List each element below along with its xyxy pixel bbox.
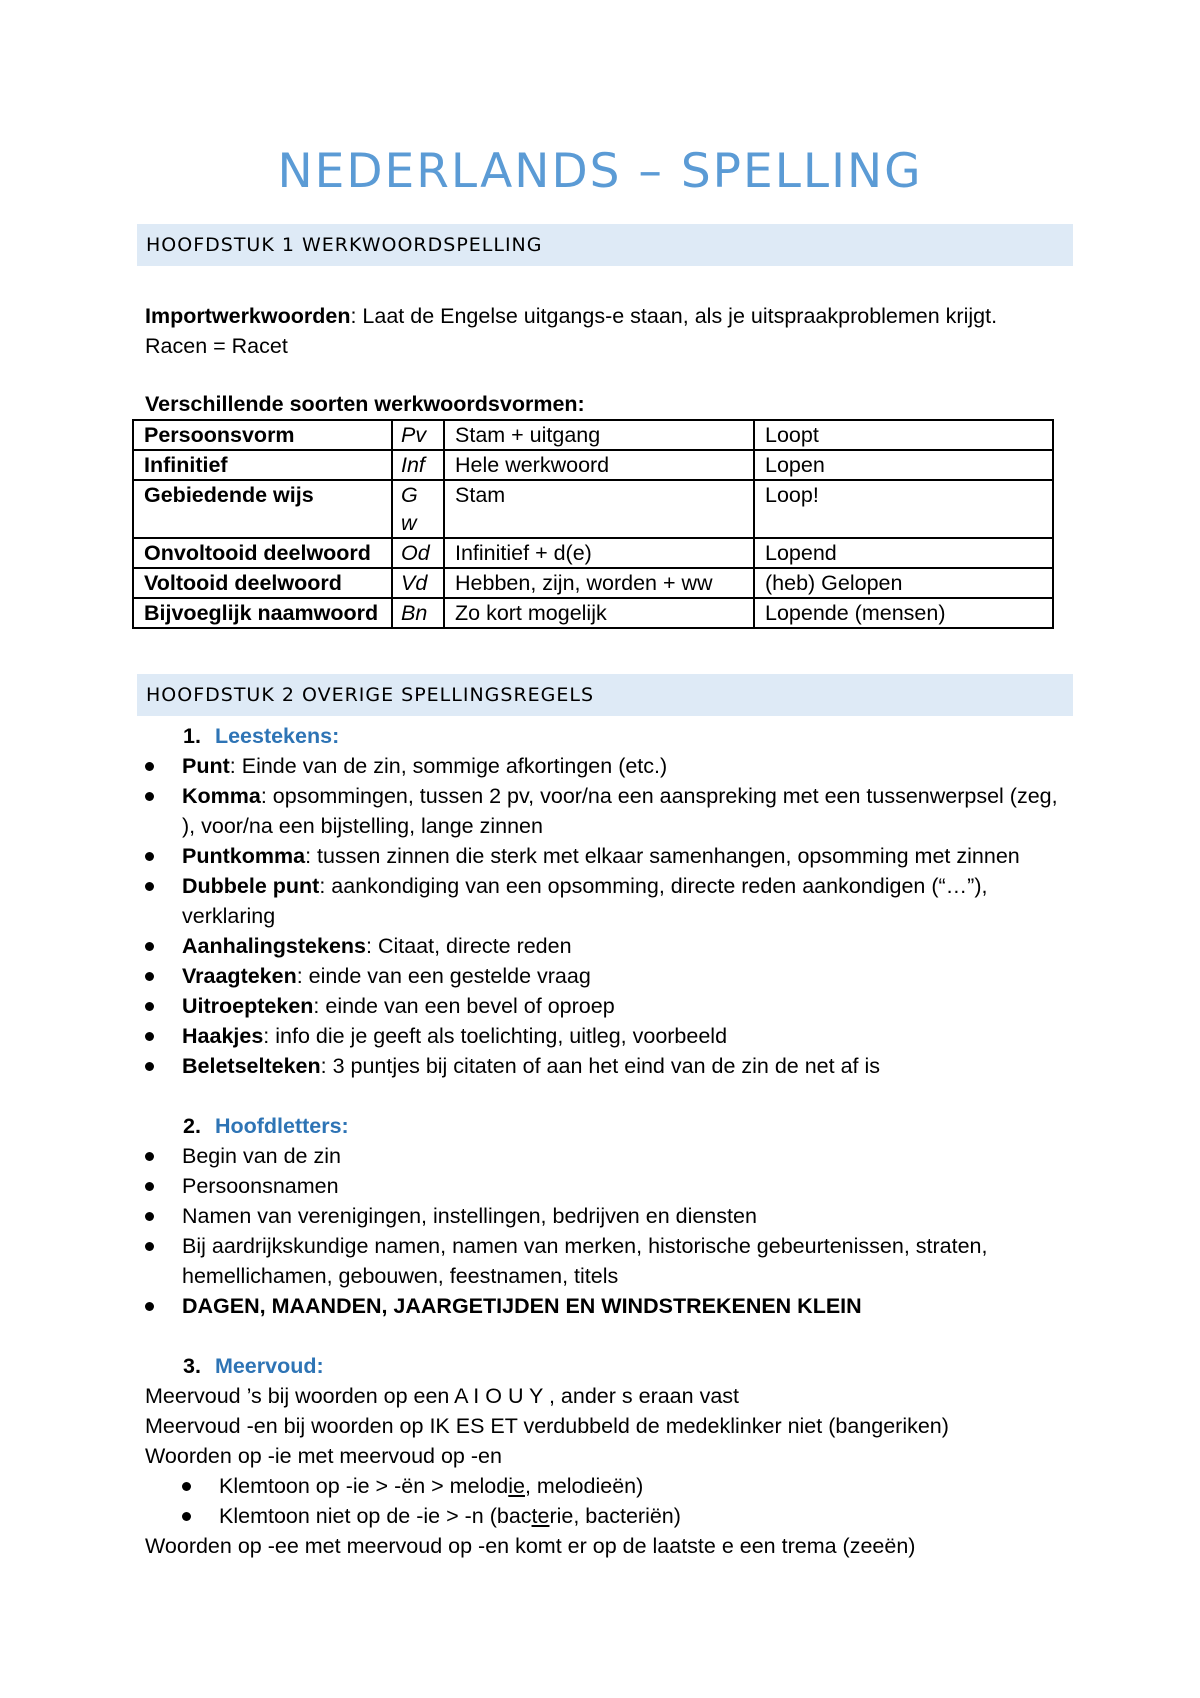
table-row bbox=[133, 568, 1053, 598]
list-item: Namen van verenigingen, instellingen, bedrijven en diensten bbox=[145, 1201, 1065, 1231]
list-item bbox=[182, 1471, 1062, 1501]
section-label: Leestekens: bbox=[214, 724, 340, 748]
plural-sub-list bbox=[182, 1471, 1062, 1531]
section-label: Hoofdletters: bbox=[214, 1114, 349, 1138]
form-example: (heb) Gelopen bbox=[754, 568, 1053, 598]
form-abbr: Od bbox=[392, 538, 444, 568]
section-label: Meervoud: bbox=[214, 1354, 324, 1378]
list-item bbox=[145, 1021, 1065, 1051]
import-text: : Laat de Engelse uitgangs-e staan, als je uitspraakproblemen krijgt. bbox=[350, 304, 998, 328]
form-example: Lopen bbox=[754, 450, 1053, 480]
table-row bbox=[133, 450, 1053, 480]
item-text: : einde van een gestelde vraag bbox=[296, 964, 591, 988]
section-number: 3. bbox=[183, 1354, 201, 1378]
item-term: Beletselteken bbox=[182, 1054, 321, 1078]
sub-text: Klemtoon op -ie > -ën > melod bbox=[219, 1474, 509, 1498]
form-rule: Zo kort mogelijk bbox=[444, 598, 754, 628]
sub-text: , melodieën) bbox=[524, 1474, 644, 1498]
sub-text: Klemtoon niet op de -ie > -n (bac bbox=[219, 1504, 532, 1528]
verb-forms-table bbox=[132, 419, 1054, 629]
item-term: Dubbele punt bbox=[182, 874, 320, 898]
list-item bbox=[145, 871, 1065, 931]
form-abbr: Bn bbox=[392, 598, 444, 628]
section-number: 2. bbox=[183, 1114, 201, 1138]
list-item bbox=[145, 931, 1065, 961]
item-text: : einde van een bevel of oproep bbox=[313, 994, 615, 1018]
section-leestekens-heading bbox=[183, 721, 339, 751]
item-text: : Citaat, directe reden bbox=[366, 934, 572, 958]
forms-label: Verschillende soorten werkwoordsvormen: bbox=[145, 392, 585, 416]
list-item bbox=[182, 1501, 1062, 1531]
item-text: : opsommingen, tussen 2 pv, voor/na een aanspreking met een tussenwerpsel (zeg, ), voor/na een bijstelling, lange zinnen bbox=[182, 784, 1058, 838]
item-text: : aankondiging van een opsomming, directe reden aankondigen (“…”), verklaring bbox=[182, 874, 988, 928]
item-term: Aanhalingstekens bbox=[182, 934, 366, 958]
sub-text: rie, bacteriën) bbox=[549, 1504, 681, 1528]
list-item bbox=[145, 781, 1065, 841]
form-name: Onvoltooid deelwoord bbox=[133, 538, 392, 568]
plural-rule-line: Meervoud -en bij woorden op IK ES ET verdubbeld de medeklinker niet (bangeriken) bbox=[145, 1414, 949, 1438]
list-item: Persoonsnamen bbox=[145, 1171, 1065, 1201]
plural-rule-line: Woorden op -ee met meervoud op -en komt er op de laatste e een trema (zeeën) bbox=[145, 1534, 916, 1558]
item-term: Haakjes bbox=[182, 1024, 264, 1048]
form-example: Lopend bbox=[754, 538, 1053, 568]
item-term: Punt bbox=[182, 754, 230, 778]
form-rule: Hele werkwoord bbox=[444, 450, 754, 480]
item-term: Puntkomma bbox=[182, 844, 306, 868]
list-item: Bij aardrijkskundige namen, namen van merken, historische gebeurtenissen, straten, hemellichamen, gebouwen, feestnamen, titels bbox=[145, 1231, 1065, 1291]
document-title: NEDERLANDS – SPELLING bbox=[277, 144, 923, 199]
hoofdletters-list bbox=[145, 1141, 1065, 1321]
item-term: Uitroepteken bbox=[182, 994, 314, 1018]
list-item bbox=[145, 841, 1065, 871]
list-item: Begin van de zin bbox=[145, 1141, 1065, 1171]
form-abbr: Pv bbox=[392, 420, 444, 450]
item-text: : Einde van de zin, sommige afkortingen (etc.) bbox=[229, 754, 668, 778]
table-row bbox=[133, 420, 1053, 450]
section-meervoud-heading bbox=[183, 1351, 324, 1381]
section-number: 1. bbox=[183, 724, 201, 748]
list-item bbox=[145, 991, 1065, 1021]
item-text: : 3 puntjes bij citaten of aan het eind van de zin de net af is bbox=[320, 1054, 881, 1078]
form-abbr: G w bbox=[392, 480, 444, 538]
item-term: Vraagteken bbox=[182, 964, 297, 988]
form-example: Loop! bbox=[754, 480, 1053, 538]
item-text: : tussen zinnen die sterk met elkaar samenhangen, opsomming met zinnen bbox=[305, 844, 1020, 868]
table-row bbox=[133, 538, 1053, 568]
form-name: Infinitief bbox=[133, 450, 392, 480]
plural-rule-line: Woorden op -ie met meervoud op -en bbox=[145, 1444, 502, 1468]
item-text: : info die je geeft als toelichting, uitleg, voorbeeld bbox=[263, 1024, 728, 1048]
leestekens-list bbox=[145, 751, 1065, 1081]
list-item: DAGEN, MAANDEN, JAARGETIJDEN EN WINDSTREKENEN KLEIN bbox=[145, 1291, 1065, 1321]
stressed-syllable: te bbox=[531, 1504, 550, 1528]
item-term: Komma bbox=[182, 784, 261, 808]
import-paragraph bbox=[145, 301, 997, 331]
form-rule: Hebben, zijn, worden + ww bbox=[444, 568, 754, 598]
form-example: Loopt bbox=[754, 420, 1053, 450]
form-rule: Stam + uitgang bbox=[444, 420, 754, 450]
form-name: Voltooid deelwoord bbox=[133, 568, 392, 598]
form-name: Gebiedende wijs bbox=[133, 480, 392, 538]
list-item bbox=[145, 961, 1065, 991]
table-row bbox=[133, 598, 1053, 628]
plural-rule-line: Meervoud ’s bij woorden op een A I O U Y , ander s eraan vast bbox=[145, 1384, 740, 1408]
form-name: Bijvoeglijk naamwoord bbox=[133, 598, 392, 628]
chapter2-heading: HOOFDSTUK 2 OVERIGE SPELLINGSREGELS bbox=[137, 674, 1073, 716]
form-name: Persoonsvorm bbox=[133, 420, 392, 450]
table-row bbox=[133, 480, 1053, 538]
stressed-syllable: ie bbox=[508, 1474, 525, 1498]
form-rule: Infinitief + d(e) bbox=[444, 538, 754, 568]
chapter1-heading: HOOFDSTUK 1 WERKWOORDSPELLING bbox=[137, 224, 1073, 266]
list-item bbox=[145, 1051, 1065, 1081]
list-item bbox=[145, 751, 1065, 781]
form-example: Lopende (mensen) bbox=[754, 598, 1053, 628]
import-example: Racen = Racet bbox=[145, 334, 288, 358]
section-hoofdletters-heading bbox=[183, 1111, 349, 1141]
import-label: Importwerkwoorden bbox=[145, 304, 351, 328]
form-rule: Stam bbox=[444, 480, 754, 538]
form-abbr: Vd bbox=[392, 568, 444, 598]
form-abbr: Inf bbox=[392, 450, 444, 480]
